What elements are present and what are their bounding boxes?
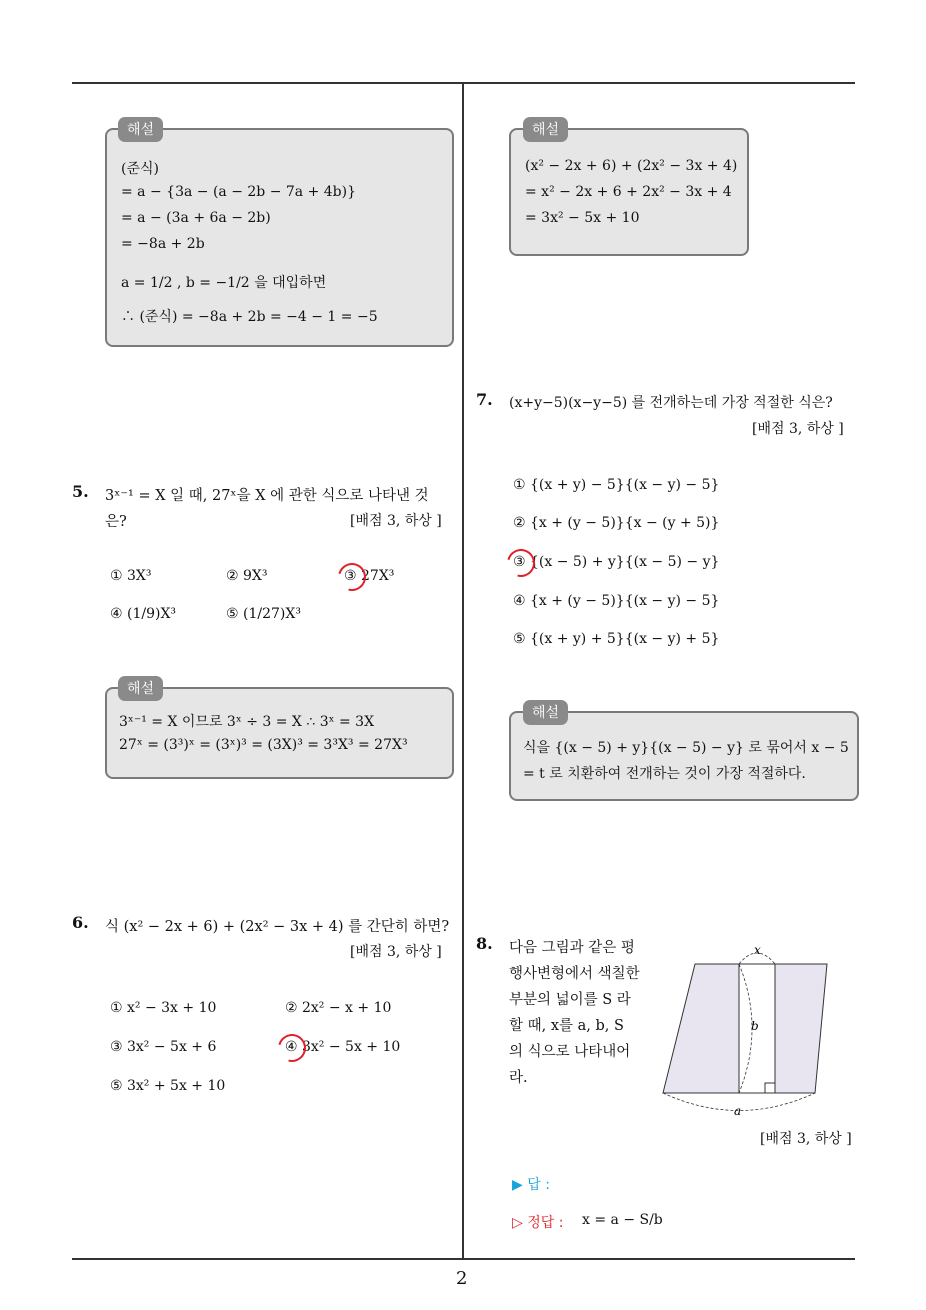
page-number: 2 [456,1268,468,1289]
question-text: 부분의 넓이를 S 라 [509,992,631,1008]
option-4[interactable]: ④ {x + (y − 5)}{(x − y) − 5} [513,593,720,609]
solution-line: 27ˣ = (3³)ˣ = (3ˣ)³ = (3X)³ = 3³X³ = 27X³ [119,737,408,753]
score-meta: [배점 3, 하상 ] [350,513,442,529]
score-meta: [배점 3, 하상 ] [350,944,442,960]
top-rule [72,82,855,84]
solution-line: ∴ (준식) = −8a + 2b = −4 − 1 = −5 [121,309,378,325]
solution-line: a = 1/2 , b = −1/2 을 대입하면 [121,275,327,291]
solution-box-q4 [105,128,454,347]
explain-tab: 해설 [523,700,568,725]
option-5[interactable]: ⑤ {(x + y) + 5}{(x − y) + 5} [513,631,720,647]
solution-line: (준식) [121,161,159,177]
solution-box-q6 [509,128,749,256]
answer-field[interactable]: ▶ 답 : [512,1177,550,1193]
solution-line: 식을 {(x − 5) + y}{(x − 5) − y} 로 묶어서 x − 5 [523,740,849,756]
explain-tab: 해설 [523,117,568,142]
option-1[interactable]: ① {(x + y) − 5}{(x − y) − 5} [513,477,720,493]
option-2[interactable]: ② {x + (y − 5)}{x − (y + 5)} [513,515,720,531]
score-meta: [배점 3, 하상 ] [760,1131,852,1147]
question-number: 6. [72,913,89,932]
question-text: 은? [105,514,127,530]
bottom-rule [72,1258,855,1260]
option-4[interactable]: ④ 3x² − 5x + 10 [285,1039,401,1055]
option-2[interactable]: ② 2x² − x + 10 [285,1000,392,1016]
question-text: 식 (x² − 2x + 6) + (2x² − 3x + 4) 를 간단히 하면? [105,919,450,935]
solution-line: = x² − 2x + 6 + 2x² − 3x + 4 [525,184,732,200]
option-1[interactable]: ① 3X³ [110,568,152,584]
option-3[interactable]: ③ 3x² − 5x + 6 [110,1039,217,1055]
label-x: x [754,943,761,957]
question-text: 다음 그림과 같은 평 [509,940,635,956]
question-text: 의 식으로 나타내어 [509,1044,631,1060]
solution-line: (x² − 2x + 6) + (2x² − 3x + 4) [525,158,738,174]
explain-tab: 해설 [118,117,163,142]
solution-line: = t 로 치환하여 전개하는 것이 가장 적절하다. [523,766,806,782]
score-meta: [배점 3, 하상 ] [752,421,844,437]
solution-line: = 3x² − 5x + 10 [525,210,640,226]
question-text: 행사변형에서 색칠한 [509,966,640,982]
option-2[interactable]: ② 9X³ [226,568,268,584]
correct-answer-label: ▷ 정답 : [512,1215,564,1231]
solution-line: = −8a + 2b [121,236,205,252]
center-divider [462,82,464,1260]
correct-answer-value: x = a − S/b [582,1212,663,1228]
answer-mark [333,558,371,596]
question-text: 라. [509,1070,528,1086]
option-5[interactable]: ⑤ 3x² + 5x + 10 [110,1078,226,1094]
label-b: b [751,1019,759,1033]
option-4[interactable]: ④ (1/9)X³ [110,606,177,622]
option-3[interactable]: ③ 27X³ [344,568,395,584]
option-5[interactable]: ⑤ (1/27)X³ [226,606,301,622]
solution-line: = a − {3a − (a − 2b − 7a + 4b)} [121,184,357,200]
parallelogram-figure [655,938,835,1118]
answer-mark [273,1029,311,1067]
question-number: 8. [476,934,493,953]
solution-line: 3ˣ⁻¹ = X 이므로 3ˣ ÷ 3 = X ∴ 3ˣ = 3X [119,714,375,730]
question-text: 3ˣ⁻¹ = X 일 때, 27ˣ을 X 에 관한 식으로 나타낸 것 [105,488,429,504]
solution-line: = a − (3a + 6a − 2b) [121,210,271,226]
question-text: 할 때, x를 a, b, S [509,1018,624,1034]
label-a: a [734,1104,742,1118]
question-number: 5. [72,482,89,501]
option-1[interactable]: ① x² − 3x + 10 [110,1000,217,1016]
explain-tab: 해설 [118,676,163,701]
question-number: 7. [476,390,493,409]
answer-mark [502,544,540,582]
question-text: (x+y−5)(x−y−5) 를 전개하는데 가장 적절한 식은? [509,395,833,411]
option-3[interactable]: ③ {(x − 5) + y}{(x − 5) − y} [513,554,720,570]
